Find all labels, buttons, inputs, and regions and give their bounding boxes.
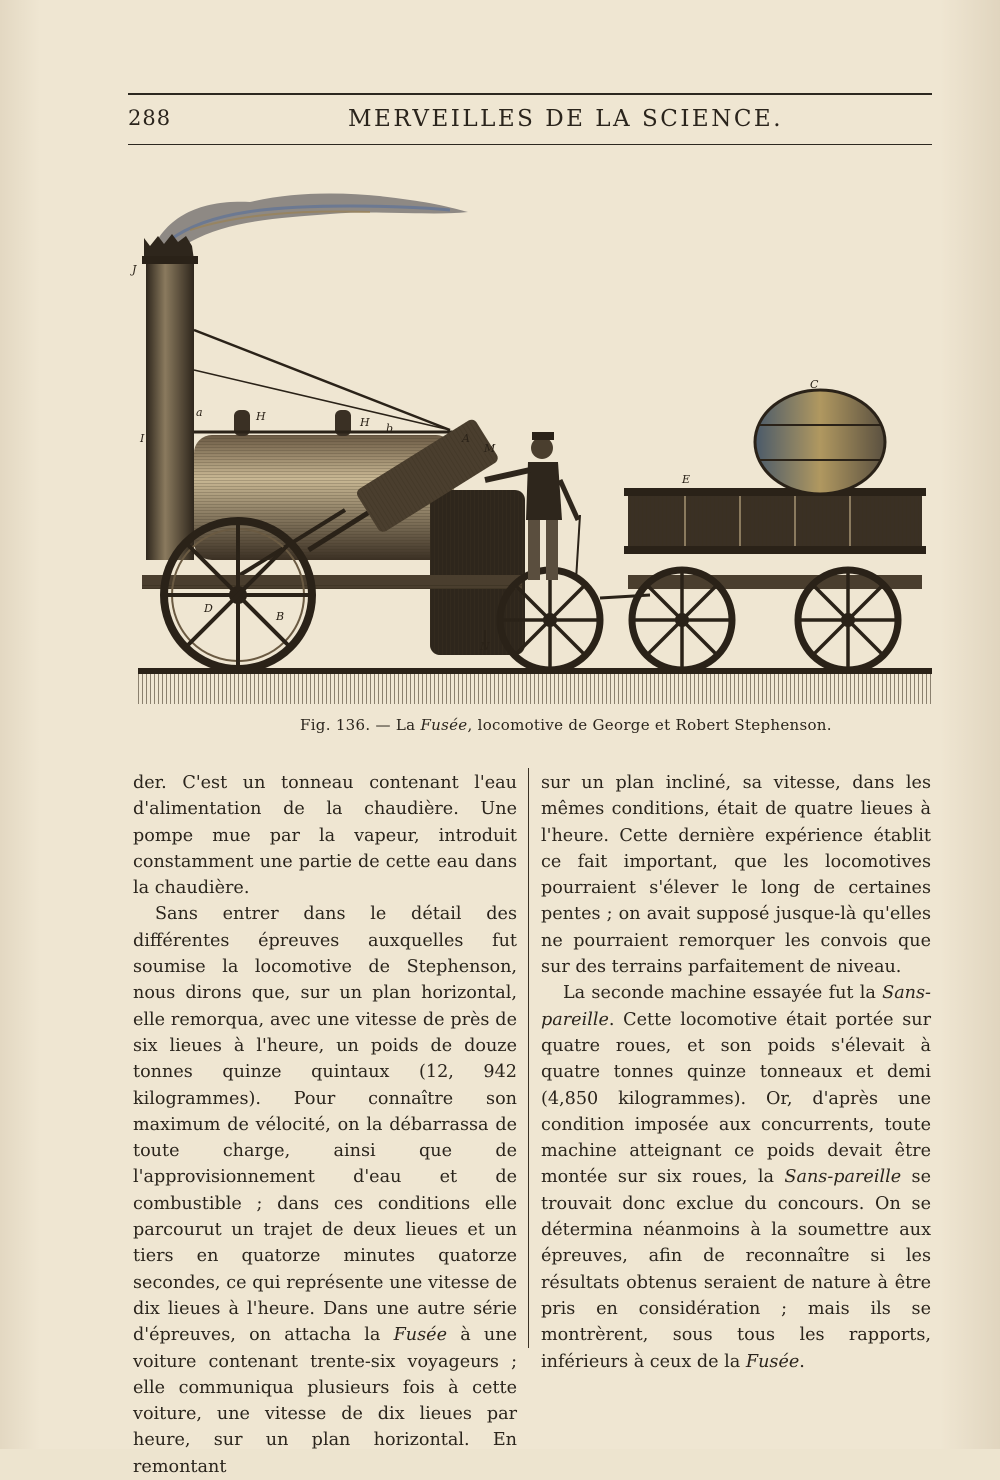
label-E: E <box>682 473 691 486</box>
right-p2-text-c: se trouvait donc exclue du concours. On se détermina néanmoins à la soumettre aux épreuves, afin de reconnaître si les résultats obtenus seraient de nature à être pris en considération ; mais ils se montrèrent, sous tous les rapports, inférieurs à ceux de la <box>541 1167 931 1372</box>
label-H2: H <box>360 416 370 429</box>
header-bottom-rule <box>128 144 932 145</box>
left-paragraph-1: der. C'est un tonneau contenant l'eau d'alimentation de la chaudière. Une pompe mue par la vapeur, introduit constamment une partie de cette eau dans la chaudière. <box>133 773 517 899</box>
caption-prefix: Fig. 136. — La <box>300 716 421 734</box>
label-H1: H <box>256 410 266 423</box>
label-M: M <box>484 442 496 455</box>
label-C: C <box>810 378 819 391</box>
running-title: MERVEILLES DE LA SCIENCE. <box>348 106 784 132</box>
rear-wheel <box>500 570 600 670</box>
left-text-column <box>133 770 517 1480</box>
right-p2-italic-3: Fusée <box>745 1351 800 1372</box>
locomotive-engraving <box>130 180 932 710</box>
header-top-rule <box>128 93 932 95</box>
left-p2-italic: Fusée <box>393 1325 447 1346</box>
right-p2-text-a: La seconde machine essayée fut la <box>563 983 883 1004</box>
label-N: N <box>480 640 490 653</box>
smoke-plume <box>152 194 468 251</box>
left-paragraph-2 <box>133 901 517 1480</box>
label-B: B <box>276 610 285 623</box>
label-A: A <box>462 432 470 445</box>
label-a: a <box>196 406 203 419</box>
firebox <box>430 490 525 655</box>
water-barrel <box>755 390 885 494</box>
chimney <box>142 234 198 560</box>
label-b: b <box>386 422 394 435</box>
right-p2-italic-2: Sans-pareille <box>784 1167 902 1188</box>
caption-italic: Fusée <box>420 716 468 734</box>
caption-suffix: , locomotive de George et Robert Stephenson. <box>467 716 832 734</box>
right-paragraph-1: sur un plan incliné, sa vitesse, dans les mêmes conditions, était de quatre lieues à l'heure. Cette dernière expérience établit ce fait important, que les locomotives pourraient s'élever le long de certaines pentes ; on avait supposé jusque-là qu'elles ne pourraient remorquer les convois que sur des terrains parfaitement de niveau. <box>541 773 931 978</box>
right-p2-text-d: . <box>799 1351 805 1372</box>
driving-wheel <box>164 521 312 669</box>
right-paragraph-2 <box>541 980 931 1374</box>
label-I: I <box>140 432 145 445</box>
tender-wheel-front <box>632 570 732 670</box>
page-header <box>128 100 932 140</box>
left-p2-text-a: Sans entrer dans le détail des différentes épreuves auxquelles fut soumise la locomotive de Stephenson, nous dirons que, sur un plan horizontal, elle remorqua, avec une vitesse de près de six lieues à l'heure, un poids de douze tonnes quinze quintaux (12, 942 kilogrammes). Pour connaître son maximum de vélocité, on la débarrassa de toute charge, ainsi que de l'approvisionnement d'eau et de combustible ; dans ces conditions elle parcourut un trajet de deux lieues et un tiers en quatorze minutes quatorze secondes, ce qui représente une vitesse de dix lieues à l'heure. Dans une autre série d'épreuves, on attacha la <box>133 904 517 1346</box>
right-p2-text-b: . Cette locomotive était portée sur quatre roues, et son poids s'élevait à quatre tonnes quinze tonneaux et demi (4,850 kilogrammes). Or, d'après une condition imposée aux concurrents, toute machine atteignant ce poids devait être montée sur six roues, la <box>541 1009 931 1188</box>
left-p2-text-b: à une voiture contenant trente-six voyageurs ; elle communiqua plusieurs fois à cette voiture, une vitesse de dix lieues par heure, sur un plan horizontal. En remontant <box>133 1325 517 1477</box>
right-text-column <box>541 770 931 1375</box>
tender-wheel-rear <box>798 570 898 670</box>
label-J: J <box>132 263 137 276</box>
right-p2-italic-1: Sans-pareille <box>541 983 931 1030</box>
page-number: 288 <box>128 106 172 130</box>
column-divider <box>528 768 529 1348</box>
figure-caption <box>300 716 860 734</box>
label-D: D <box>204 602 213 615</box>
track-ground <box>138 668 932 704</box>
